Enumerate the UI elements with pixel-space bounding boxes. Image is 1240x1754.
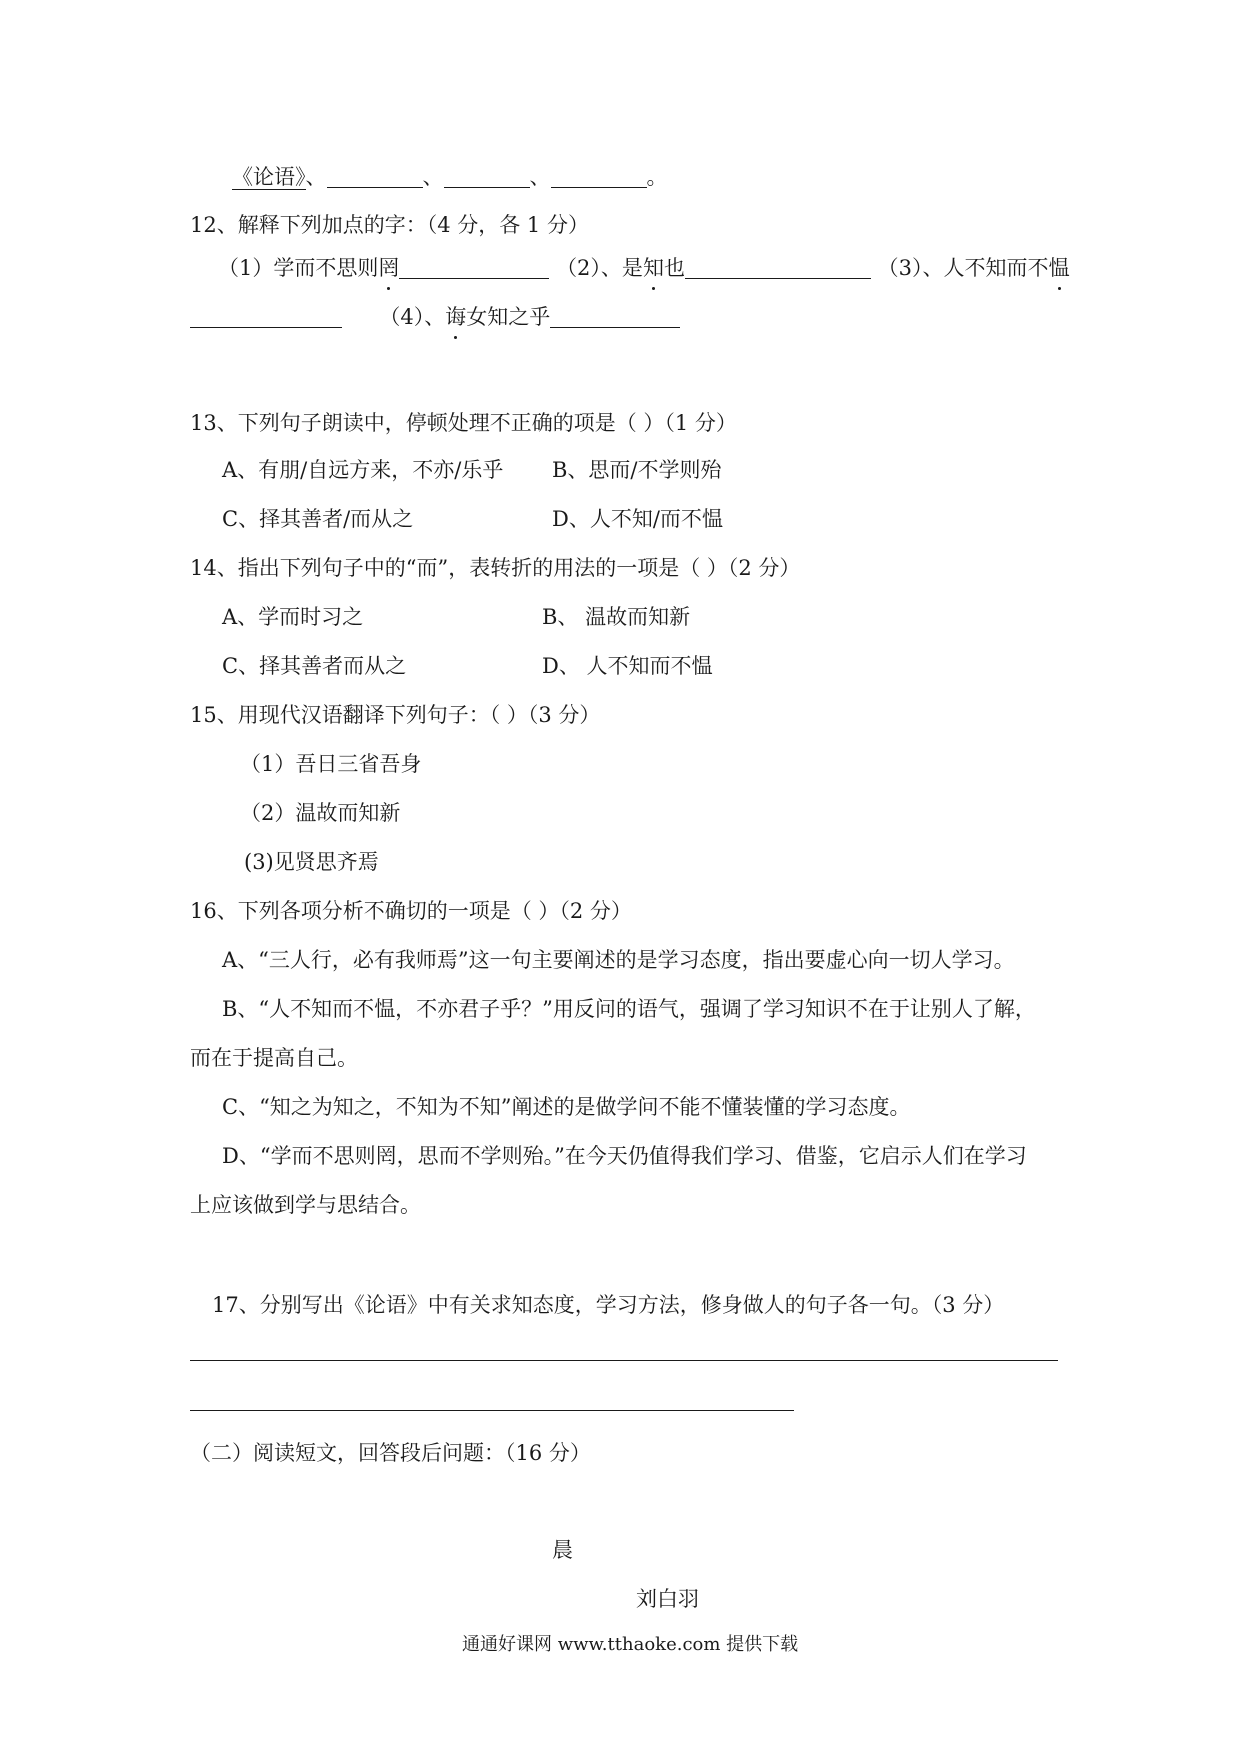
blank[interactable]: [444, 165, 530, 188]
blank[interactable]: [327, 165, 423, 188]
book-title: 《论语》: [232, 165, 306, 189]
q13-option-b: B、思而/不学则殆: [552, 458, 722, 482]
q13-option-c: C、择其善者/而从之: [222, 507, 414, 531]
q15-sentence-1: （1）吾日三省吾身: [240, 752, 422, 776]
q13-option-a: A、有朋/自远方来，不亦/乐乎: [222, 458, 504, 482]
dotted-char: 罔: [378, 253, 399, 283]
q14-stem: 14、指出下列句子中的“而”，表转折的用法的一项是（ ）（2 分）: [190, 556, 801, 580]
blank[interactable]: [551, 165, 647, 188]
blank[interactable]: [190, 305, 342, 328]
blank[interactable]: [399, 256, 549, 279]
dotted-char: 知: [643, 253, 664, 283]
q16-option-d-line2: 上应该做到学与思结合。: [190, 1193, 421, 1217]
q16-option-a: A、“三人行，必有我师焉”这一句主要阐述的是学习态度，指出要虚心向一切人学习。: [222, 948, 1015, 972]
q14-option-a: A、学而时习之: [222, 605, 364, 629]
q15-sentence-2: （2）温故而知新: [240, 801, 401, 825]
q14-option-c: C、择其善者而从之: [222, 654, 407, 678]
dotted-char: 愠: [1049, 253, 1070, 283]
q13-option-d: D、人不知/而不愠: [552, 507, 723, 531]
q15-stem: 15、用现代汉语翻译下列句子：（ ）（3 分）: [190, 703, 601, 727]
answer-line-1: 《论语》、 、 、 。: [232, 165, 668, 189]
q14-option-b: B、 温故而知新: [542, 605, 691, 629]
section-heading: （二）阅读短文，回答段后问题：（16 分）: [190, 1441, 591, 1465]
q16-option-b-line2: 而在于提高自己。: [190, 1046, 358, 1070]
q17-stem: 17、分别写出《论语》中有关求知态度，学习方法，修身做人的句子各一句。（3 分）: [212, 1293, 1005, 1317]
answer-rule[interactable]: [190, 1410, 794, 1411]
passage-author: 刘白羽: [636, 1587, 699, 1611]
q12-items-row1: （1）学而不思则罔 （2）、是知也 （3）、人不知而不愠: [218, 253, 1070, 283]
passage-title: 晨: [552, 1538, 573, 1562]
q16-option-b-line1: B、“人不知而不愠，不亦君子乎？”用反问的语气，强调了学习知识不在于让别人了解，: [222, 997, 1036, 1021]
blank[interactable]: [550, 305, 680, 328]
q14-option-d: D、 人不知而不愠: [542, 654, 713, 678]
q13-stem: 13、下列句子朗读中，停顿处理不正确的项是（ ）（1 分）: [190, 411, 737, 435]
q16-stem: 16、下列各项分析不确切的一项是（ ）（2 分）: [190, 899, 632, 923]
answer-rule[interactable]: [190, 1360, 1058, 1361]
q15-sentence-3: (3)见贤思齐焉: [244, 850, 379, 874]
q16-option-c: C、“知之为知之，不知为不知”阐述的是做学问不能不懂装懂的学习态度。: [222, 1095, 911, 1119]
page-footer: 通通好课网 www.tthaoke.com 提供下载: [462, 1634, 799, 1655]
blank[interactable]: [685, 256, 871, 279]
q16-option-d-line1: D、“学而不思则罔，思而不学则殆。”在今天仍值得我们学习、借鉴，它启示人们在学习: [222, 1144, 1027, 1168]
dotted-char: 诲: [445, 302, 466, 332]
q12-stem: 12、解释下列加点的字：（4 分，各 1 分）: [190, 213, 589, 237]
q12-items-row2: （4）、诲女知之乎: [190, 302, 680, 332]
